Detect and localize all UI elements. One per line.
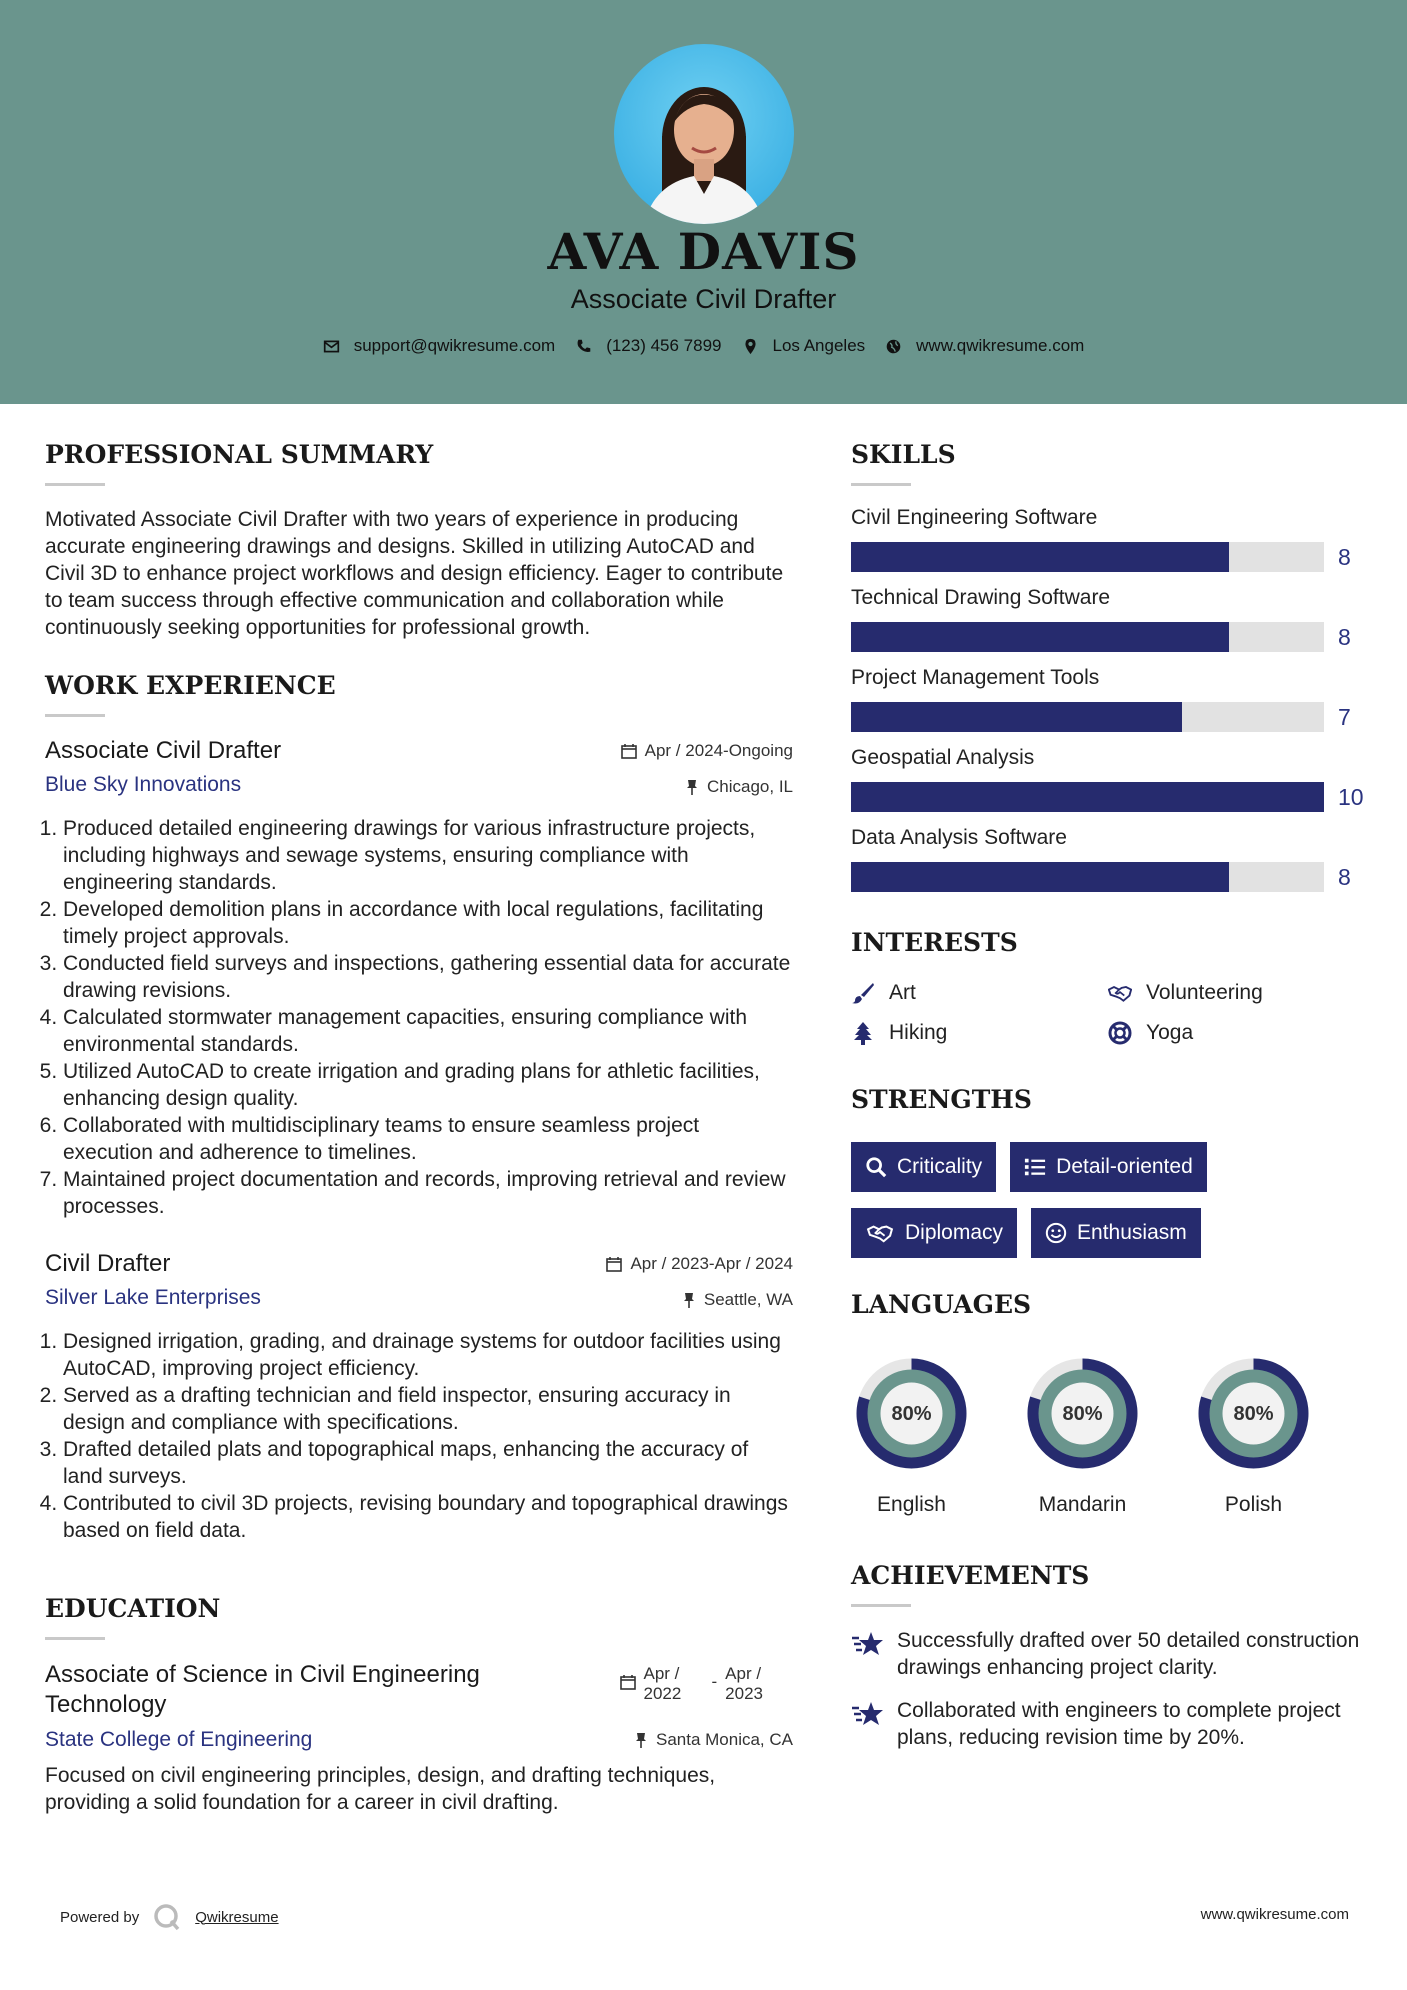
candidate-title: Associate Civil Drafter	[570, 284, 837, 314]
start-year: 2022	[643, 1684, 682, 1703]
footer	[60, 1903, 279, 1931]
job-dates-text: Apr / 2024-Ongoing	[644, 741, 793, 760]
interest-label: Hiking	[889, 1021, 948, 1044]
achievement-item	[851, 1627, 1371, 1681]
language-label: Polish	[1224, 1493, 1283, 1516]
profile-photo	[614, 44, 794, 224]
skill-bar	[851, 782, 1324, 812]
skill-item	[851, 666, 1371, 732]
degree-title: Associate of Science in Civil Engineering Technology	[45, 1661, 480, 1718]
strength-label: Diplomacy	[905, 1221, 1004, 1244]
job-dates	[621, 741, 793, 761]
strength-chip	[851, 1142, 996, 1192]
list-item: 6. Collaborated with multidisciplinary teams to ensure seamless project execution and adherence to timelines.	[63, 1112, 793, 1166]
paintbrush-icon	[851, 981, 875, 1005]
school-name: State College of Engineering	[45, 1728, 313, 1751]
job-location-text: Seattle, WA	[703, 1290, 793, 1309]
job-location-text: Chicago, IL	[707, 777, 793, 796]
list-item: 4. Contributed to civil 3D projects, revising boundary and topographical drawings based on field data.	[63, 1490, 793, 1544]
contact-email[interactable]	[323, 336, 556, 356]
languages-list	[851, 1353, 1371, 1517]
language-percent: 80%	[1062, 1403, 1103, 1425]
skill-bar	[851, 622, 1324, 652]
strength-label: Criticality	[897, 1155, 983, 1178]
job-entry	[45, 737, 793, 1220]
experience-underline	[45, 714, 105, 717]
phone-text: (123) 456 7899	[606, 336, 722, 355]
education-heading: EDUCATION	[45, 1594, 221, 1623]
left-column	[45, 440, 793, 1816]
job-company: Silver Lake Enterprises	[45, 1286, 261, 1309]
skill-bar	[851, 862, 1324, 892]
contact-phone[interactable]	[575, 336, 721, 356]
language-item	[1022, 1353, 1143, 1517]
brand-link[interactable]: Qwikresume	[195, 1908, 279, 1926]
language-item	[1193, 1353, 1314, 1517]
education-location	[634, 1730, 793, 1750]
strength-chip	[1031, 1208, 1201, 1258]
interest-item	[851, 981, 1108, 1005]
language-percent: 80%	[891, 1403, 932, 1425]
skill-item	[851, 586, 1371, 652]
languages-heading: LANGUAGES	[851, 1290, 1032, 1319]
interest-label: Yoga	[1146, 1021, 1194, 1044]
skill-item	[851, 826, 1371, 892]
education-underline	[45, 1637, 105, 1640]
envelope-icon	[323, 338, 340, 355]
education-dates	[620, 1664, 764, 1704]
skill-label: Project Management Tools	[851, 666, 1100, 689]
skill-value: 8	[1338, 863, 1351, 890]
achievement-item	[851, 1697, 1371, 1751]
skill-label: Technical Drawing Software	[851, 586, 1111, 609]
strengths-list	[851, 1142, 1371, 1258]
skill-bar-fill	[851, 542, 1229, 572]
skill-item	[851, 746, 1371, 812]
language-ring	[851, 1353, 972, 1474]
calendar-icon	[621, 743, 637, 759]
list-item: 4. Calculated stormwater management capacities, ensuring compliance with environmental standards.	[63, 1004, 793, 1058]
list-item: 2. Developed demolition plans in accordance with local regulations, facilitating timely project approvals.	[63, 896, 793, 950]
handshake-icon	[865, 1222, 895, 1244]
education-text: Focused on civil engineering principles, design, and drafting techniques, providing a solid foundation for a career in civil drafting.	[45, 1764, 716, 1814]
skill-bar-fill	[851, 622, 1229, 652]
list-item: 5. Utilized AutoCAD to create irrigation and grading plans for athletic facilities, enhancing design quality.	[63, 1058, 793, 1112]
interest-label: Volunteering	[1146, 981, 1263, 1004]
smile-icon	[1045, 1222, 1067, 1244]
education-location-text: Santa Monica, CA	[655, 1730, 793, 1749]
start-month: Apr /	[643, 1664, 680, 1683]
skill-value: 7	[1338, 703, 1351, 730]
skill-value: 8	[1338, 623, 1351, 650]
phone-icon	[575, 338, 592, 355]
job-title: Civil Drafter	[45, 1250, 171, 1277]
skills-underline	[851, 483, 911, 486]
experience-heading: WORK EXPERIENCE	[45, 671, 336, 700]
list-item: 3. Conducted field surveys and inspections, gathering essential data for accurate drawing revisions.	[63, 950, 793, 1004]
star-icon	[851, 1699, 885, 1729]
globe-icon	[885, 338, 902, 355]
list-item: 1. Designed irrigation, grading, and drainage systems for outdoor facilities using AutoCAD, improving project efficiency.	[63, 1328, 793, 1382]
job-location	[685, 777, 793, 797]
skill-bar-fill	[851, 702, 1182, 732]
email-text: support@qwikresume.com	[353, 336, 556, 355]
language-percent: 80%	[1233, 1403, 1274, 1425]
strengths-heading: STRENGTHS	[851, 1085, 1032, 1114]
summary-text: Motivated Associate Civil Drafter with two years of experience in producing accurate engineering drawings and designs. Skilled in utilizing AutoCAD and Civil 3D to enhance project workflows and design efficiency. Eager to contribute to team success through effective communication and collaboration while continuously seeking opportunities for professional growth.	[45, 508, 784, 639]
skill-item	[851, 506, 1371, 572]
skill-label: Civil Engineering Software	[851, 506, 1098, 529]
job-dates	[606, 1254, 793, 1274]
interest-item	[1108, 981, 1365, 1005]
achievements-underline	[851, 1604, 911, 1607]
skill-bar-fill	[851, 782, 1324, 812]
summary-heading: PROFESSIONAL SUMMARY	[45, 440, 434, 469]
end-month: Apr /	[725, 1664, 762, 1683]
location-text: Los Angeles	[772, 336, 866, 355]
job-title: Associate Civil Drafter	[45, 737, 282, 764]
strength-label: Enthusiasm	[1077, 1221, 1187, 1244]
job-bullets	[45, 1328, 793, 1544]
education-entry	[45, 1660, 793, 1816]
date-dash: -	[711, 1672, 718, 1691]
search-icon	[865, 1156, 887, 1178]
achievement-text: Collaborated with engineers to complete project plans, reducing revision time by 20%.	[897, 1699, 1341, 1749]
contact-bar	[0, 336, 1407, 356]
achievement-text: Successfully drafted over 50 detailed construction drawings enhancing project clarity.	[897, 1629, 1360, 1679]
job-entry	[45, 1250, 793, 1544]
skill-label: Data Analysis Software	[851, 826, 1067, 849]
language-label: English	[877, 1493, 946, 1516]
language-ring	[1022, 1353, 1143, 1474]
summary-underline	[45, 483, 105, 486]
skill-value: 10	[1338, 783, 1364, 810]
pin-icon	[634, 1732, 648, 1748]
strength-chip	[851, 1208, 1017, 1258]
map-pin-icon	[742, 338, 759, 355]
skill-bar	[851, 702, 1324, 732]
interest-item	[851, 1021, 1108, 1045]
end-year: 2023	[725, 1684, 763, 1703]
calendar-icon	[620, 1674, 636, 1690]
job-bullets	[45, 815, 793, 1220]
interest-label: Art	[889, 981, 916, 1004]
skills-list	[851, 506, 1371, 892]
job-dates-text: Apr / 2023-Apr / 2024	[630, 1254, 793, 1273]
strength-label: Detail-oriented	[1056, 1155, 1193, 1178]
star-icon	[851, 1629, 885, 1659]
lifebuoy-icon	[1108, 1021, 1132, 1045]
right-column	[851, 440, 1371, 1767]
language-label: Mandarin	[1038, 1493, 1127, 1516]
strength-chip	[1010, 1142, 1207, 1192]
list-item: 3. Drafted detailed plats and topographical maps, enhancing the accuracy of land surveys.	[63, 1436, 793, 1490]
handshake-icon	[1108, 981, 1132, 1005]
pin-icon	[685, 779, 699, 795]
skills-heading: SKILLS	[851, 440, 956, 469]
contact-website[interactable]	[885, 336, 1084, 356]
language-ring	[1193, 1353, 1314, 1474]
job-location	[682, 1290, 793, 1310]
list-item: 7. Maintained project documentation and records, improving retrieval and review processes.	[63, 1166, 793, 1220]
list-icon	[1024, 1156, 1046, 1178]
skill-label: Geospatial Analysis	[851, 746, 1035, 769]
list-item: 2. Served as a drafting technician and field inspector, ensuring accuracy in design and compliance with specifications.	[63, 1382, 793, 1436]
calendar-icon	[606, 1256, 622, 1272]
footer-website[interactable]: www.qwikresume.com	[1200, 1906, 1349, 1923]
skill-value: 8	[1338, 543, 1351, 570]
interest-item	[1108, 1021, 1365, 1045]
contact-location	[742, 336, 866, 356]
qwikresume-logo-icon	[153, 1903, 181, 1931]
pin-icon	[682, 1292, 696, 1308]
job-company: Blue Sky Innovations	[45, 773, 242, 796]
language-item	[851, 1353, 972, 1517]
list-item: 1. Produced detailed engineering drawings for various infrastructure projects, including highways and sewage systems, ensuring compliance with engineering standards.	[63, 815, 793, 896]
skill-bar	[851, 542, 1324, 572]
powered-by-text: Powered by	[60, 1908, 140, 1926]
interests-grid	[851, 981, 1371, 1045]
candidate-name: AVA DAVIS	[547, 222, 860, 281]
tree-icon	[851, 1021, 875, 1045]
achievements-heading: ACHIEVEMENTS	[851, 1561, 1090, 1590]
skill-bar-fill	[851, 862, 1229, 892]
interests-heading: INTERESTS	[851, 928, 1018, 957]
resume-header	[0, 0, 1407, 404]
website-text: www.qwikresume.com	[916, 336, 1085, 355]
